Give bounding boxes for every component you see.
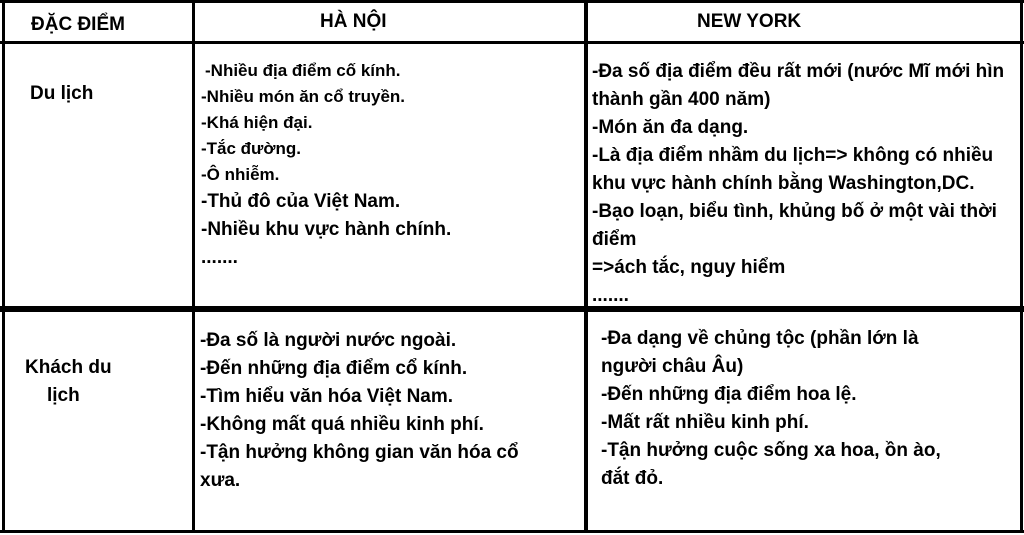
list-item: thành gần 400 năm) — [592, 89, 771, 110]
hanoi-tourists-list — [200, 327, 519, 495]
list-item: -Bạo loạn, biểu tình, khủng bố ở một vài thời — [592, 201, 997, 222]
list-item: =>ách tắc, nguy hiểm — [592, 257, 786, 278]
feature-tourism — [30, 80, 93, 108]
column-divider-2 — [584, 0, 588, 533]
list-item: -Không mất quá nhiều kinh phí. — [200, 414, 484, 435]
list-item: -Đa số là người nước ngoài. — [200, 330, 457, 351]
column-divider-1 — [192, 0, 195, 533]
list-item: -Tận hưởng không gian văn hóa cổ — [200, 442, 519, 463]
list-item: -Đến những địa điểm cổ kính. — [200, 358, 468, 379]
list-item: đắt đỏ. — [601, 468, 664, 489]
header-newyork: NEW YORK — [697, 11, 802, 32]
feature-tourists-line: lịch — [47, 385, 80, 406]
list-item: -Nhiều món ăn cổ truyền. — [201, 87, 406, 106]
list-item: -Tắc đường. — [201, 139, 301, 158]
list-item: khu vực hành chính bằng Washington,DC. — [592, 173, 975, 194]
table-border-right — [1020, 0, 1023, 533]
hanoi-tourism-list — [201, 58, 451, 272]
list-item: -Đa dạng về chủng tộc (phần lớn là — [601, 328, 919, 349]
header-hanoi: HÀ NỘI — [320, 11, 387, 32]
list-item: -Khá hiện đại. — [201, 113, 313, 132]
list-item: xưa. — [200, 470, 241, 491]
list-item: người châu Âu) — [601, 356, 744, 377]
list-item: -Thủ đô của Việt Nam. — [201, 191, 401, 212]
list-item: -Mất rất nhiều kinh phí. — [601, 412, 809, 433]
list-item: ....... — [592, 285, 629, 306]
list-item: -Tìm hiểu văn hóa Việt Nam. — [200, 386, 454, 407]
newyork-tourism-list — [592, 58, 1020, 310]
table-border-bottom — [0, 530, 1024, 533]
list-item: -Là địa điểm nhầm du lịch=> không có nhiều — [592, 145, 994, 166]
list-item: -Đa số địa điểm đều rất mới (nước Mĩ mới hìn — [592, 61, 1005, 82]
table-border-left — [2, 0, 5, 533]
list-item: ....... — [201, 247, 238, 268]
list-item: -Tận hưởng cuộc sống xa hoa, ồn ào, — [601, 440, 941, 461]
newyork-tourists-list — [601, 325, 941, 493]
header-divider — [0, 41, 1024, 44]
feature-tourists — [25, 354, 112, 410]
list-item: -Món ăn đa dạng. — [592, 117, 749, 138]
list-item: -Ô nhiễm. — [201, 165, 280, 184]
feature-tourists-line: Khách du — [25, 357, 112, 378]
list-item: -Nhiều khu vực hành chính. — [201, 219, 452, 240]
list-item: điểm — [592, 229, 637, 250]
list-item: -Đến những địa điểm hoa lệ. — [601, 384, 857, 405]
list-item: -Nhiều địa điểm cố kính. — [205, 61, 401, 80]
feature-tourism-line: Du lịch — [30, 83, 94, 104]
header-feature: ĐẶC ĐIỂM — [31, 14, 125, 35]
table-border-top — [0, 0, 1024, 3]
